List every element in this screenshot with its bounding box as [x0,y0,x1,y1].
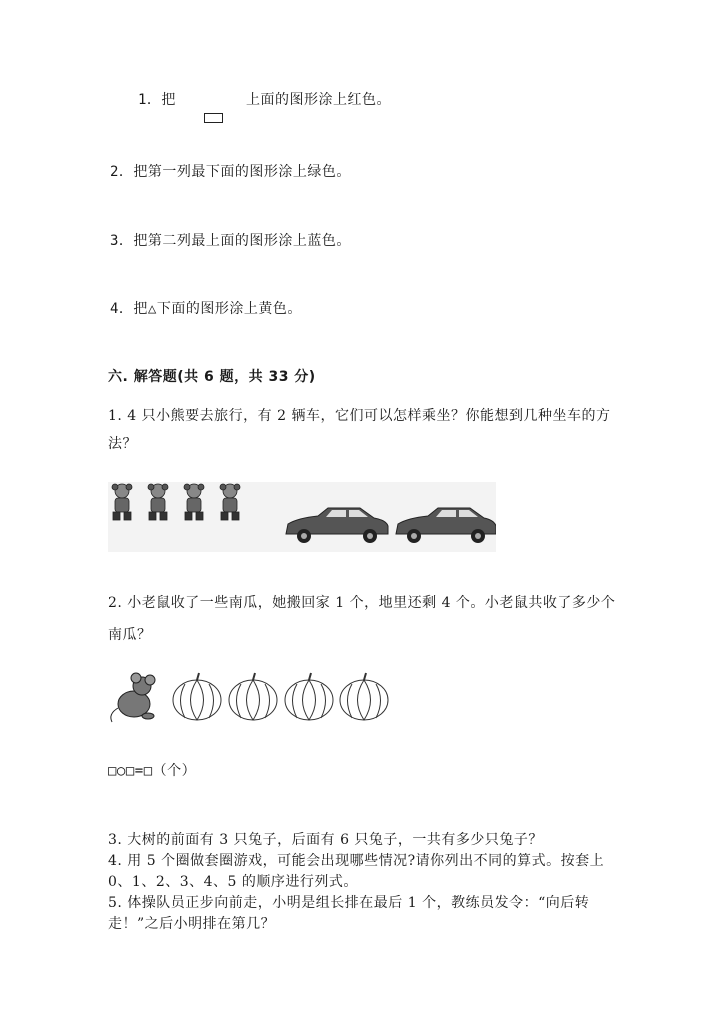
q5-line-1: 5. 体操队员正步向前走，小明是组长排在最后 1 个，教练员发令：“向后转 [108,895,590,911]
q1-line-2: 法？ [108,436,137,452]
item-1-prefix: 1．把 [138,92,176,108]
item-3-text: 3．把第二列最上面的图形涂上蓝色。 [110,233,351,249]
q2-formula: □○□=□（个） [108,763,197,779]
pumpkin-icon [173,673,221,720]
q2-line-1: 2. 小老鼠收了一些南瓜，她搬回家 1 个，地里还剩 4 个。小老鼠共收了多少个 [108,595,616,611]
mouse-icon [111,673,155,722]
item-2-text: 2．把第一列最下面的图形涂上绿色。 [110,164,351,180]
q4-line-1: 4. 用 5 个圈做套圈游戏，可能会出现哪些情况?请你列出不同的算式。按套上 [108,853,605,869]
pumpkin-icon [340,673,388,720]
rectangle-icon [204,113,223,123]
pumpkin-icon [229,673,277,720]
q2-line-2: 南瓜？ [108,627,152,643]
q1-line-1: 1. 4 只小熊要去旅行，有 2 辆车，它们可以怎样乘坐？你能想到几种坐车的方 [108,408,611,424]
bears-and-cars-image [108,482,496,552]
pumpkin-icon [285,673,333,720]
mouse-and-pumpkins-image [104,672,390,724]
q3-text: 3. 大树的前面有 3 只兔子，后面有 6 只兔子，一共有多少只兔子？ [108,832,543,848]
item-1-suffix: 上面的图形涂上红色。 [246,92,391,108]
section-title: 六. 解答题(共 6 题，共 33 分) [108,369,316,385]
q5-line-2: 走！”之后小明排在第几？ [108,916,276,932]
item-4-text: 4．把△下面的图形涂上黄色。 [110,301,302,317]
q4-line-2: 0、1、2、3、4、5 的顺序进行列式。 [108,874,358,890]
